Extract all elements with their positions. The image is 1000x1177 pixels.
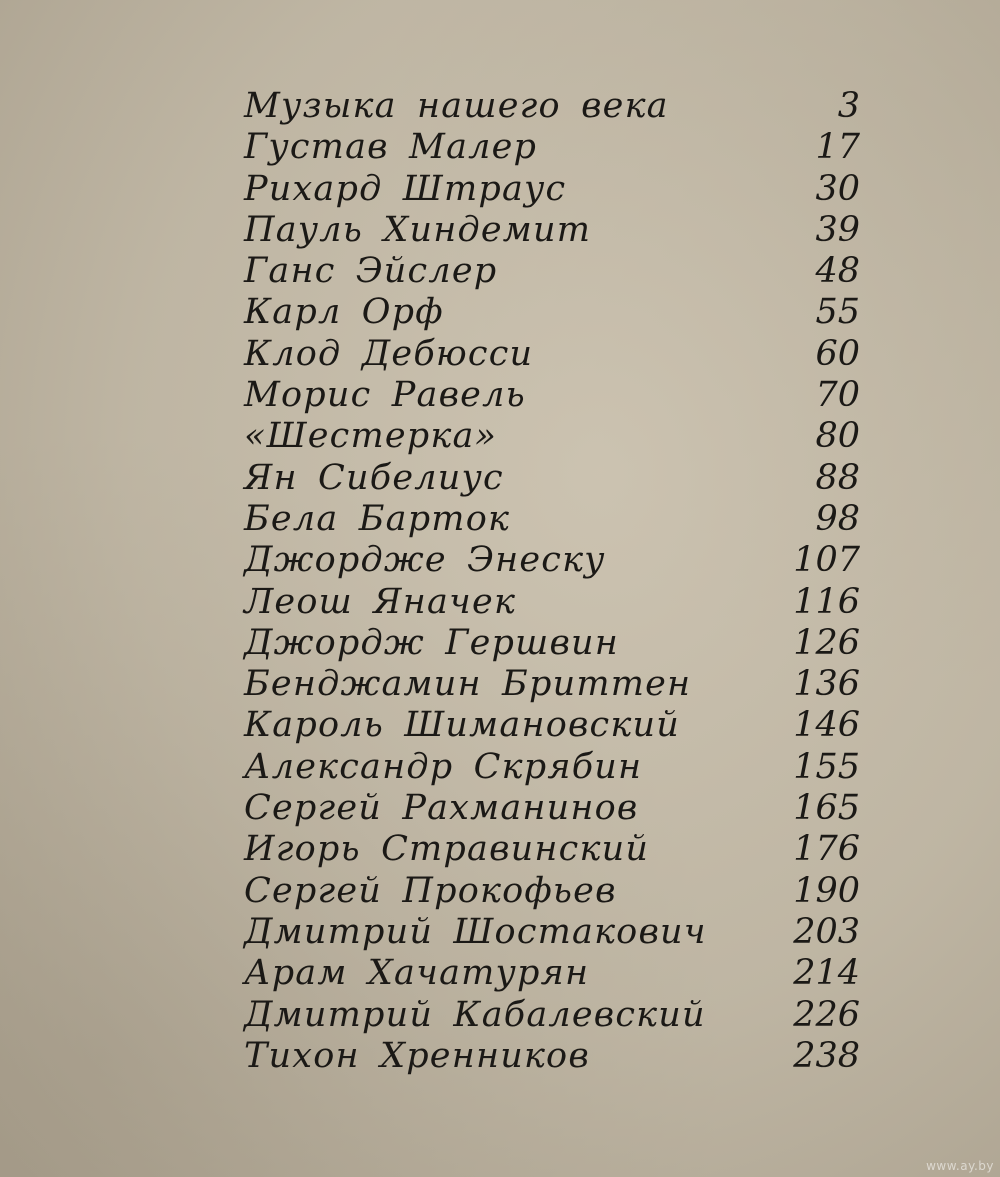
toc-entry-title: Бенджамин Бриттен	[244, 664, 692, 705]
toc-entry-page: 190	[793, 870, 860, 911]
toc-entry-page: 116	[793, 581, 860, 622]
toc-entry	[244, 664, 864, 705]
toc-entry-title: Рихард Штраус	[244, 168, 567, 209]
toc-entry-page: 214	[793, 953, 860, 994]
toc-entry	[244, 953, 864, 994]
toc-entry	[244, 499, 864, 540]
toc-entry	[244, 292, 864, 333]
toc-entry-title: Леош Яначек	[244, 581, 517, 622]
toc-entry-title: Пауль Хиндемит	[244, 209, 592, 250]
toc-entry-page: 55	[815, 292, 860, 333]
toc-entry-page: 136	[793, 664, 860, 705]
toc-entry-page: 165	[793, 788, 860, 829]
toc-entry	[244, 127, 864, 168]
toc-entry	[244, 458, 864, 499]
toc-entry-title: Густав Малер	[244, 127, 538, 168]
toc-entry-title: Тихон Хренников	[244, 1035, 590, 1076]
toc-entry	[244, 86, 864, 127]
toc-entry-page: 60	[815, 333, 860, 374]
toc-entry-page: 238	[793, 1035, 860, 1076]
toc-entry-title: Сергей Рахманинов	[244, 788, 639, 829]
toc-entry-page: 146	[793, 705, 860, 746]
toc-entry-page: 80	[815, 416, 860, 457]
toc-entry	[244, 375, 864, 416]
toc-entry	[244, 623, 864, 664]
toc-entry-page: 203	[793, 911, 860, 952]
toc-entry-page: 39	[815, 209, 860, 250]
toc-entry-page: 155	[793, 746, 860, 787]
toc-entry-page: 3	[837, 86, 860, 126]
toc-entry-page: 126	[793, 622, 860, 663]
toc-entry-title: Карл Орф	[244, 292, 444, 333]
toc-entry	[244, 251, 864, 292]
toc-entry-page: 48	[815, 251, 860, 292]
toc-entry	[244, 1036, 864, 1077]
toc-entry	[244, 540, 864, 581]
toc-entry	[244, 788, 864, 829]
toc-entry-title: Ян Сибелиус	[244, 457, 504, 498]
toc-entry-title: Музыка нашего века	[244, 86, 669, 126]
toc-entry	[244, 747, 864, 788]
toc-entry-page: 226	[793, 994, 860, 1035]
toc-entry	[244, 912, 864, 953]
toc-entry-title: Морис Равель	[244, 375, 526, 416]
toc-entry-title: Александр Скрябин	[244, 746, 643, 787]
toc-entry	[244, 416, 864, 457]
toc-entry-page: 107	[793, 540, 860, 581]
toc-entry-title: Дмитрий Кабалевский	[244, 994, 706, 1035]
toc-entry	[244, 334, 864, 375]
toc-entry	[244, 829, 864, 870]
toc-entry-title: Джордже Энеску	[244, 540, 606, 581]
toc-entry-title: Ганс Эйслер	[244, 251, 498, 292]
toc-entry	[244, 169, 864, 210]
toc-entry-title: Бела Барток	[244, 498, 511, 539]
toc-entry-title: Арам Хачатурян	[244, 953, 590, 994]
toc-entry-title: Джордж Гершвин	[244, 622, 620, 663]
table-of-contents	[244, 86, 864, 1077]
toc-entry-page: 17	[815, 127, 860, 168]
watermark: www.ay.by	[926, 1159, 994, 1173]
toc-entry-title: Клод Дебюсси	[244, 333, 534, 374]
toc-entry	[244, 705, 864, 746]
toc-entry-title: Игорь Стравинский	[244, 829, 650, 870]
toc-entry-page: 30	[815, 168, 860, 209]
toc-entry-title: «Шестерка»	[244, 416, 498, 457]
toc-entry	[244, 582, 864, 623]
toc-entry	[244, 995, 864, 1036]
toc-entry-page: 88	[815, 457, 860, 498]
toc-entry-page: 70	[815, 375, 860, 416]
toc-entry-page: 98	[815, 498, 860, 539]
toc-entry-title: Кароль Шимановский	[244, 705, 680, 746]
toc-entry	[244, 210, 864, 251]
toc-entry-title: Дмитрий Шостакович	[244, 911, 707, 952]
toc-entry	[244, 871, 864, 912]
toc-entry-title: Сергей Прокофьев	[244, 870, 617, 911]
toc-entry-page: 176	[793, 829, 860, 870]
